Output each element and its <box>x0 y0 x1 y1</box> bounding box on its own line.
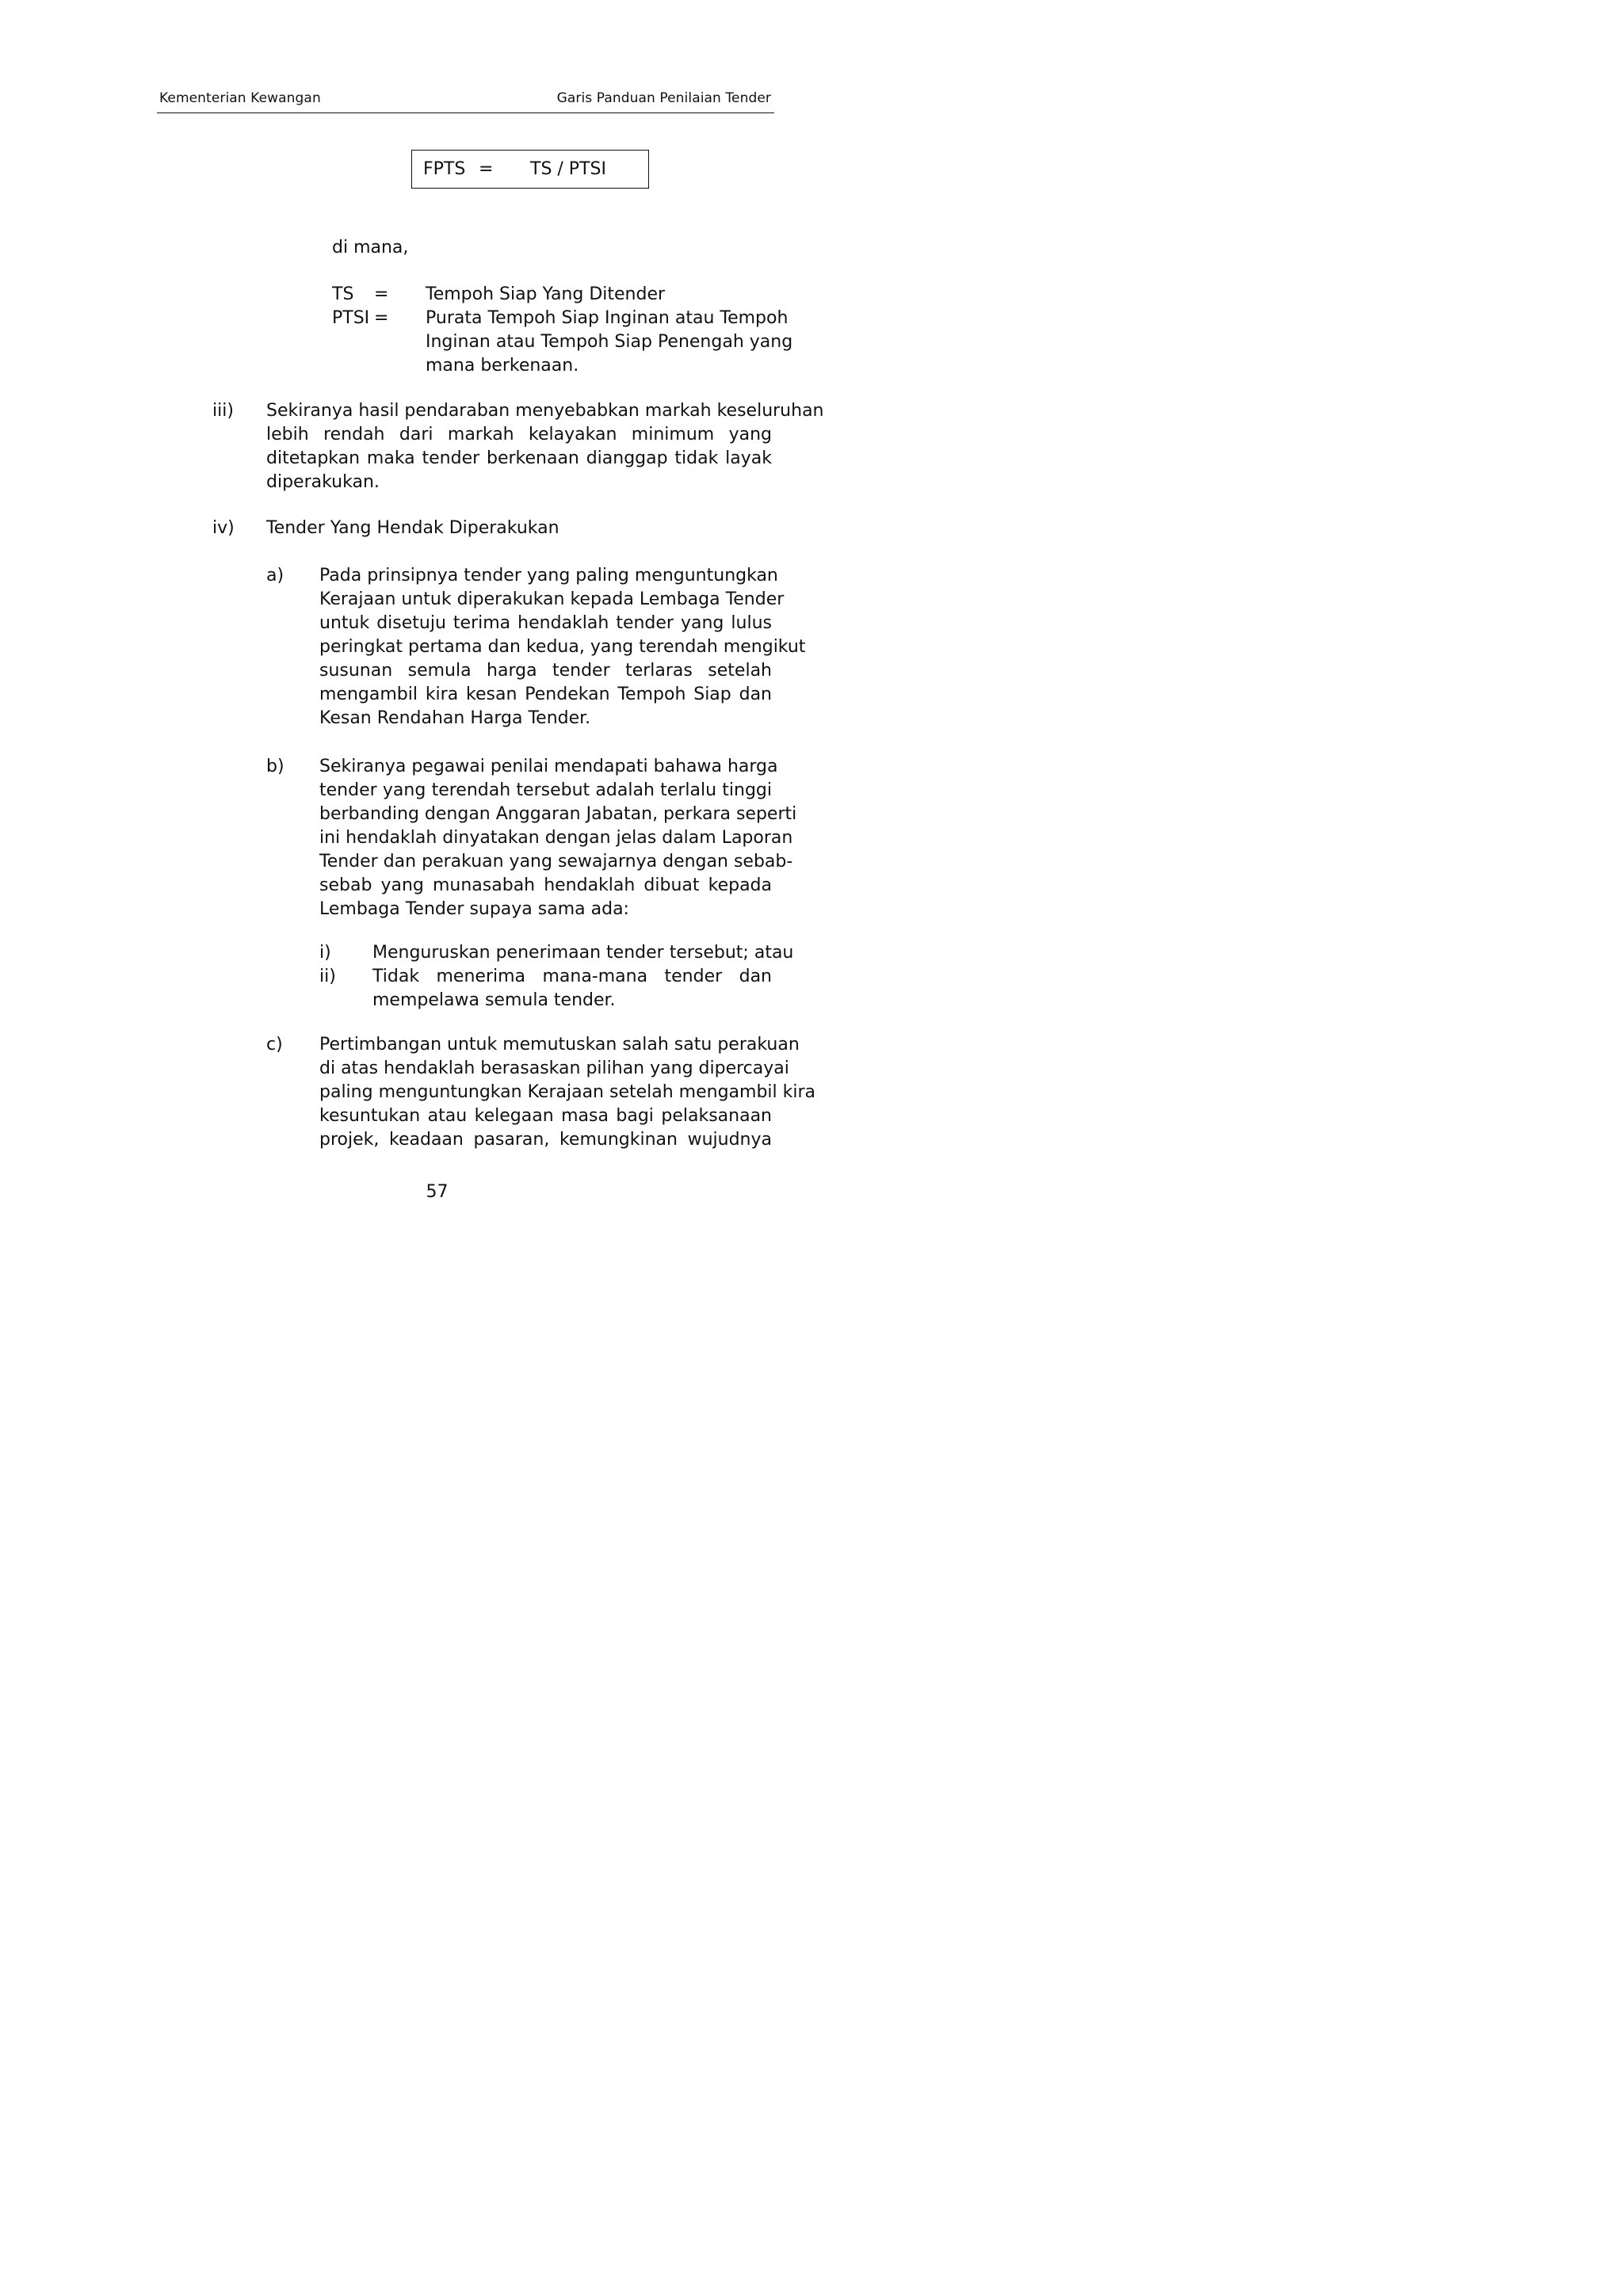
paragraph-line: tender yang terendah tersebut adalah terlalu tinggi <box>319 780 772 800</box>
item-iv-b-ii-text <box>372 965 772 1013</box>
page-number: 57 <box>426 1182 449 1202</box>
item-iii-label: iii) <box>212 401 234 421</box>
paragraph-line: Kesan Rendahan Harga Tender. <box>319 708 591 728</box>
paragraph-line: Sekiranya hasil pendaraban menyebabkan markah keseluruhan <box>266 401 824 421</box>
paragraph-line: ini hendaklah dinyatakan dengan jelas dalam Laporan <box>319 828 793 848</box>
paragraph-line: ditetapkan maka tender berkenaan dianggap tidak layak <box>266 448 772 468</box>
item-iv-heading: Tender Yang Hendak Diperakukan <box>266 518 559 538</box>
paragraph-line: peringkat pertama dan kedua, yang terendah mengikut <box>319 637 806 657</box>
header-ministry: Kementerian Kewangan <box>159 90 321 106</box>
paragraph-line: Kerajaan untuk diperakukan kepada Lembaga Tender <box>319 589 785 609</box>
formula-equals: = <box>479 159 494 179</box>
paragraph-line: Lembaga Tender supaya sama ada: <box>319 899 629 919</box>
item-iv-c-paragraph <box>319 1033 816 1152</box>
def-term-ts: TS <box>332 284 354 304</box>
item-iv-b-i-label: i) <box>319 943 331 963</box>
def-line: Purata Tempoh Siap Inginan atau Tempoh <box>426 308 789 328</box>
paragraph-line: paling menguntungkan Kerajaan setelah mengambil kira <box>319 1082 816 1102</box>
paragraph-line: projek, keadaan pasaran, kemungkinan wujudnya <box>319 1130 772 1150</box>
item-iv-label: iv) <box>212 518 235 538</box>
item-iv-b-i-text <box>372 941 794 965</box>
where-intro: di mana, <box>332 238 409 257</box>
formula-lhs: FPTS <box>423 159 466 179</box>
paragraph-line: Sekiranya pegawai penilai mendapati bahawa harga <box>319 757 778 776</box>
item-iv-c-label: c) <box>266 1035 283 1055</box>
paragraph-line: susunan semula harga tender terlaras setelah <box>319 661 772 681</box>
formula-rhs: TS / PTSI <box>530 159 606 179</box>
def-equals-ptsi: = <box>374 308 389 328</box>
paragraph-line: mengambil kira kesan Pendekan Tempoh Siap dan <box>319 685 772 704</box>
item-iv-b-paragraph <box>319 755 797 921</box>
item-iv-b-ii-label: ii) <box>319 967 336 986</box>
item-iv-a-label: a) <box>266 566 285 585</box>
paragraph-line: mempelawa semula tender. <box>372 990 616 1010</box>
paragraph-line: kesuntukan atau kelegaan masa bagi pelaksanaan <box>319 1106 772 1126</box>
paragraph-line: Pertimbangan untuk memutuskan salah satu perakuan <box>319 1035 800 1055</box>
item-iv-b-label: b) <box>266 757 285 776</box>
paragraph-line: diperakukan. <box>266 472 380 492</box>
item-iii-paragraph <box>266 399 824 494</box>
paragraph-line: sebab yang munasabah hendaklah dibuat kepada <box>319 875 772 895</box>
paragraph-line: untuk disetuju terima hendaklah tender yang lulus <box>319 613 772 633</box>
def-text-ts <box>426 283 772 307</box>
def-line: Inginan atau Tempoh Siap Penengah yang <box>426 332 793 352</box>
paragraph-line: Pada prinsipnya tender yang paling menguntungkan <box>319 566 778 585</box>
paragraph-line: di atas hendaklah berasaskan pilihan yang dipercayai <box>319 1058 789 1078</box>
paragraph-line: berbanding dengan Anggaran Jabatan, perkara seperti <box>319 804 797 824</box>
paragraph-line: Menguruskan penerimaan tender tersebut; atau <box>372 943 794 963</box>
header-document-title: Garis Panduan Penilaian Tender <box>556 90 771 106</box>
paragraph-line: Tender dan perakuan yang sewajarnya dengan sebab- <box>319 852 793 871</box>
def-line: mana berkenaan. <box>426 356 579 376</box>
paragraph-line: Tidak menerima mana-mana tender dan <box>372 967 772 986</box>
item-iv-a-paragraph <box>319 564 806 730</box>
paragraph-line: lebih rendah dari markah kelayakan minimum yang <box>266 425 772 444</box>
def-text-ptsi <box>426 307 793 378</box>
def-line: Tempoh Siap Yang Ditender <box>426 284 666 304</box>
formula-box <box>411 150 649 189</box>
def-equals-ts: = <box>374 284 389 304</box>
def-term-ptsi: PTSI <box>332 308 370 328</box>
